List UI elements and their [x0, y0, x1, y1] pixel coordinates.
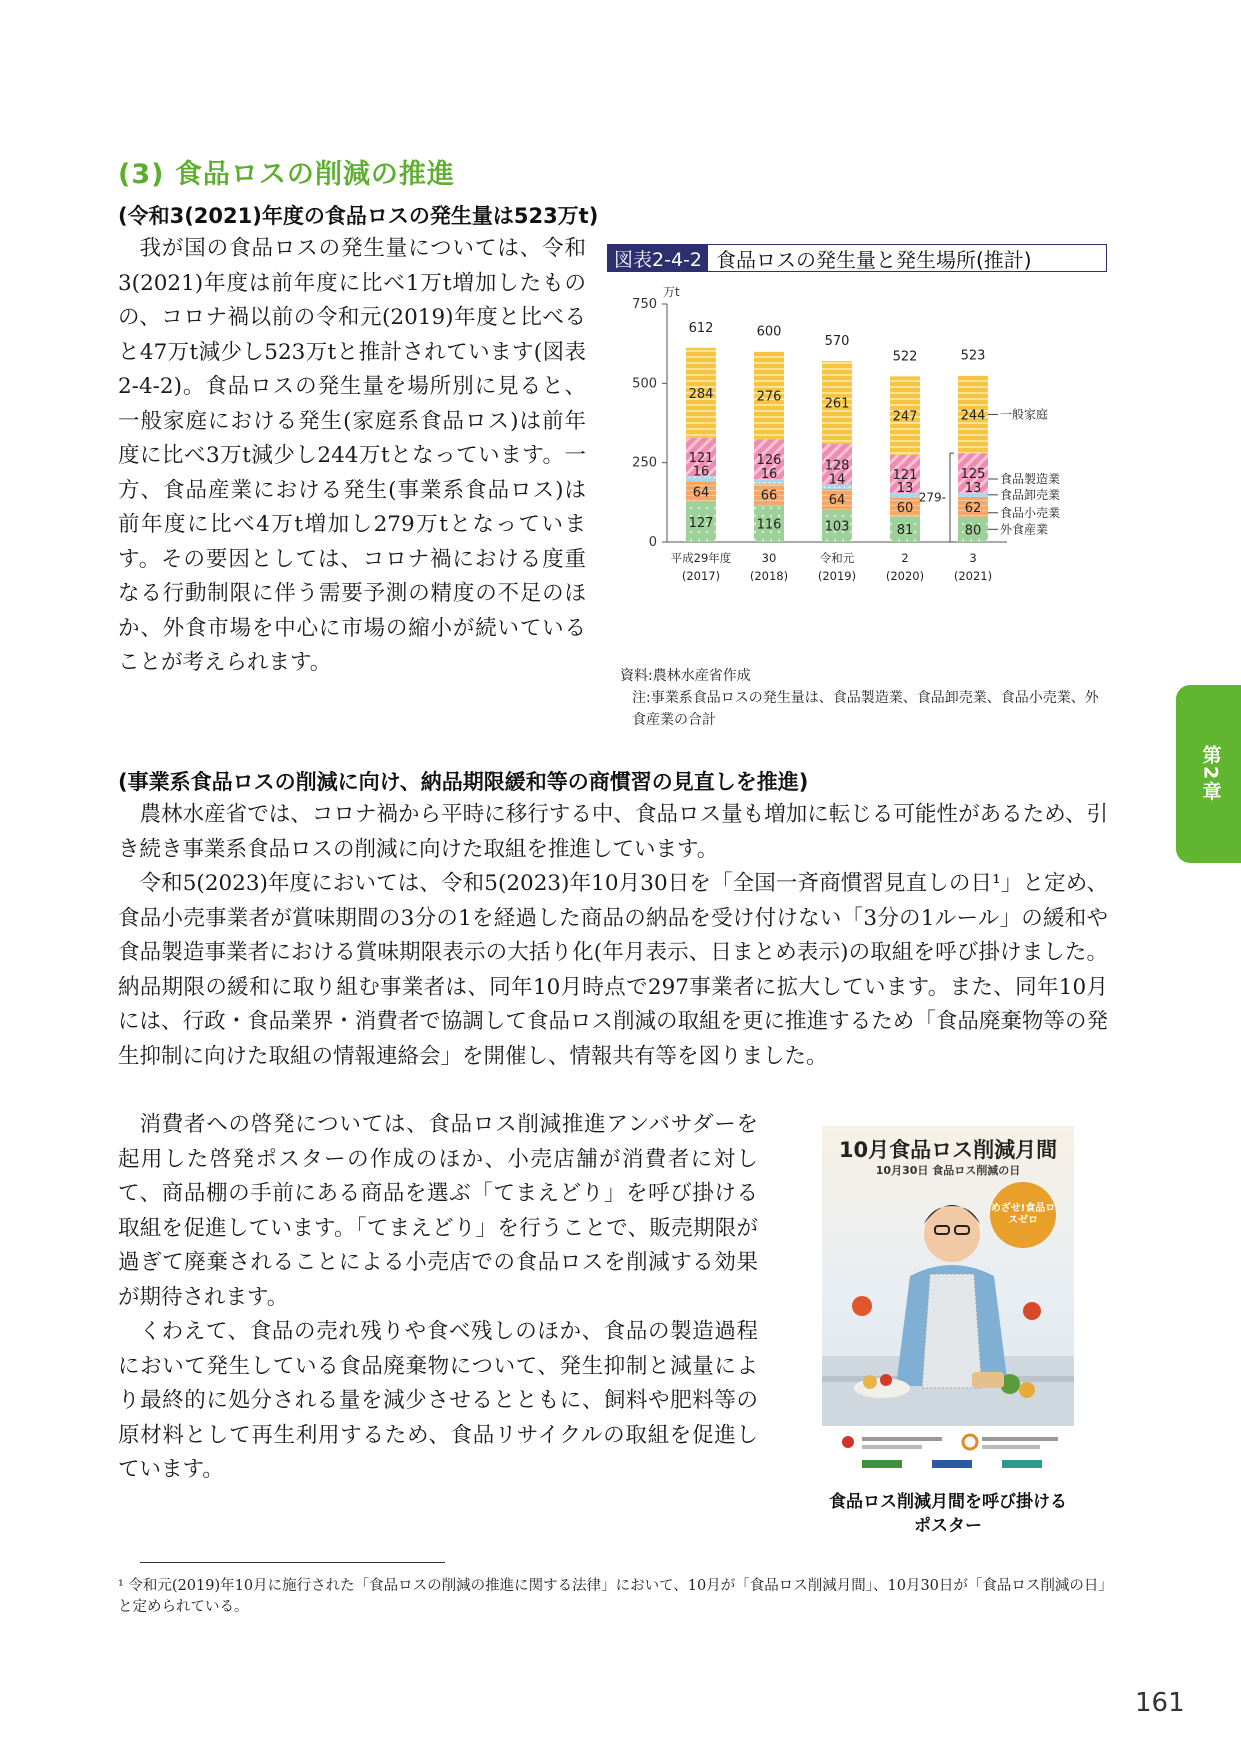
bar-value-label: 64: [692, 485, 710, 501]
bar-value-label: 16: [760, 467, 778, 483]
legend-label: 一般家庭: [1000, 407, 1049, 422]
x-tick-year: (2018): [749, 569, 789, 583]
x-tick-year: (2017): [681, 569, 721, 583]
paragraph-block-3: [118, 1108, 758, 1488]
bar-value-label: 244: [960, 408, 986, 424]
footnote-divider: [140, 1562, 445, 1563]
paragraph-block-2: [118, 798, 1108, 1074]
bar-value-label: 80: [964, 523, 982, 539]
bar-value-label: 126: [756, 453, 782, 469]
chart-tag: 図表2-4-2: [608, 245, 708, 271]
bar-value-label: 284: [688, 386, 714, 402]
bar-value-label: 116: [756, 517, 782, 533]
bar-value-label: 125: [960, 466, 986, 482]
business-total-label: 279-: [918, 490, 946, 505]
food-loss-chart: [607, 280, 1107, 660]
x-tick-label: 30: [761, 551, 777, 565]
section-heading: (3) 食品ロスの削減の推進: [118, 159, 455, 190]
legend-label: 食品卸売業: [1000, 487, 1061, 502]
paragraph-1-container: [118, 232, 586, 681]
paragraph-3: 令和5(2023)年度においては、令和5(2023)年10月30日を「全国一斉商慣習見直しの日¹」と定め、食品小売事業者が賞味期間の3分の1を経過した商品の納品を受け付けない「3分の1ルール」の緩和や食品製造事業者における賞味期限表示の大括り化(年月表示、日まとめ表示)の取組を呼び掛けました。納品期限の緩和に取り組む事業者は、同年10月時点で297事業者に拡大しています。また、同年10月には、行政・食品業界・消費者で協調して食品ロス削減の取組を更に推進するため「食品廃棄物等の発生抑制に向けた取組の情報連絡会」を開催し、情報共有等を図りました。: [118, 871, 1108, 1069]
x-tick-label: 令和元: [819, 551, 855, 565]
legend-label: 食品小売業: [1000, 505, 1061, 520]
chart-notes: [620, 665, 1102, 731]
footnote: ¹ 令和元(2019)年10月に施行された「食品ロスの削減の推進に関する法律」において、10月が「食品ロス削減月間」、10月30日が「食品ロス削減の日」と定められている。: [118, 1578, 1106, 1615]
bar-value-label: 16: [692, 464, 710, 480]
poster-subtitle: 10月30日 食品ロス削減の日: [875, 1164, 1021, 1177]
bar-value-label: 261: [824, 396, 850, 412]
x-tick-year: (2020): [885, 569, 925, 583]
bar-total-label: 612: [688, 320, 714, 336]
bar-value-label: 247: [892, 409, 918, 425]
bar-total-label: 570: [824, 334, 850, 350]
poster-illustration: [822, 1126, 1074, 1482]
page-number: 161: [1135, 1688, 1185, 1718]
bar-total-label: 522: [892, 349, 918, 365]
x-tick-label: 平成29年度: [670, 551, 732, 565]
x-tick-label: 2: [901, 551, 909, 565]
chart-note: 注:事業系食品ロスの発生量は、食品製造業、食品卸売業、食品小売業、外食産業の合計: [632, 690, 1099, 728]
paragraph-2: 農林水産省では、コロナ禍から平時に移行する中、食品ロス量も増加に転じる可能性があるため、引き続き事業系食品ロスの削減に向けた取組を推進しています。: [118, 802, 1108, 862]
bar-value-label: 13: [896, 481, 914, 497]
y-tick-label: 750: [632, 297, 657, 312]
bar-value-label: 60: [896, 500, 914, 516]
bar-value-label: 276: [756, 389, 782, 405]
poster-caption: 食品ロス削減月間を呼び掛けるポスター: [829, 1492, 1067, 1536]
y-tick-label: 0: [648, 535, 657, 550]
bar-value-label: 64: [828, 493, 846, 509]
x-tick-year: (2021): [953, 569, 993, 583]
bar-value-label: 66: [760, 488, 778, 504]
bar-value-label: 128: [824, 458, 850, 474]
chapter-tab[interactable]: 第2章: [1176, 685, 1241, 863]
subheading-1: (令和3(2021)年度の食品ロスの発生量は523万t): [118, 204, 599, 228]
y-axis-unit: 万t: [663, 285, 680, 299]
chart-title-box: [607, 244, 1107, 272]
y-tick-label: 250: [632, 455, 657, 471]
poster-title: 10月食品ロス削減月間: [838, 1138, 1058, 1162]
bar-value-label: 62: [964, 500, 982, 516]
bar-value-label: 103: [824, 519, 850, 535]
bar-total-label: 523: [960, 348, 986, 364]
bar-value-label: 14: [828, 472, 846, 488]
paragraph-1: 我が国の食品ロスの発生量については、令和3(2021)年度は前年度に比べ1万t増加したものの、コロナ禍以前の令和元(2019)年度と比べると47万t減少し523万tと推計されています(図表2-4-2)。食品ロスの発生量を場所別に見ると、一般家庭における発生(家庭系食品ロス)は前年度に比べ3万t減少し244万tとなっています。一方、食品産業における発生(事業系食品ロス)は前年度に比べ4万t増加し279万tとなっています。その要因としては、コロナ禍における度重なる行動制限に伴う需要予測の精度の不足のほか、外食市場を中心に市場の縮小が続いていることが考えられます。: [118, 236, 586, 675]
poster-badge: めざせ!食品ロスゼロ: [990, 1182, 1056, 1248]
paragraph-5: くわえて、食品の売れ残りや食べ残しのほか、食品の製造過程において発生している食品廃棄物について、発生抑制と減量により最終的に処分される量を減少させるとともに、飼料や肥料等の原材料として再生利用するため、食品リサイクルの取組を促進しています。: [118, 1319, 758, 1482]
y-tick-label: 500: [632, 376, 657, 392]
poster-image: [822, 1126, 1074, 1482]
business-total-bracket: [950, 453, 954, 542]
bar-value-label: 81: [896, 523, 914, 539]
x-tick-year: (2019): [817, 569, 857, 583]
x-tick-label: 3: [969, 551, 977, 565]
bar-value-label: 121: [892, 467, 918, 483]
subheading-2: (事業系食品ロスの削減に向け、納品期限緩和等の商慣習の見直しを推進): [118, 770, 809, 794]
bar-value-label: 127: [688, 515, 714, 531]
legend-label: 外食産業: [1000, 522, 1049, 537]
legend-label: 食品製造業: [1000, 471, 1061, 486]
chart-source: 資料:農林水産省作成: [620, 668, 751, 684]
chart-title: 食品ロスの発生量と発生場所(推計): [715, 247, 1032, 272]
bar-value-label: 13: [964, 480, 982, 496]
bar-value-label: 121: [688, 451, 714, 467]
paragraph-4: 消費者への啓発については、食品ロス削減推進アンバサダーを起用した啓発ポスターの作成のほか、小売店舗が消費者に対して、商品棚の手前にある商品を選ぶ「てまえどり」を呼び掛ける取組を促進しています。「てまえどり」を行うことで、販売期限が過ぎて廃棄されることによる小売店での食品ロスを削減する効果が期待されます。: [118, 1112, 758, 1310]
bar-total-label: 600: [756, 324, 782, 340]
